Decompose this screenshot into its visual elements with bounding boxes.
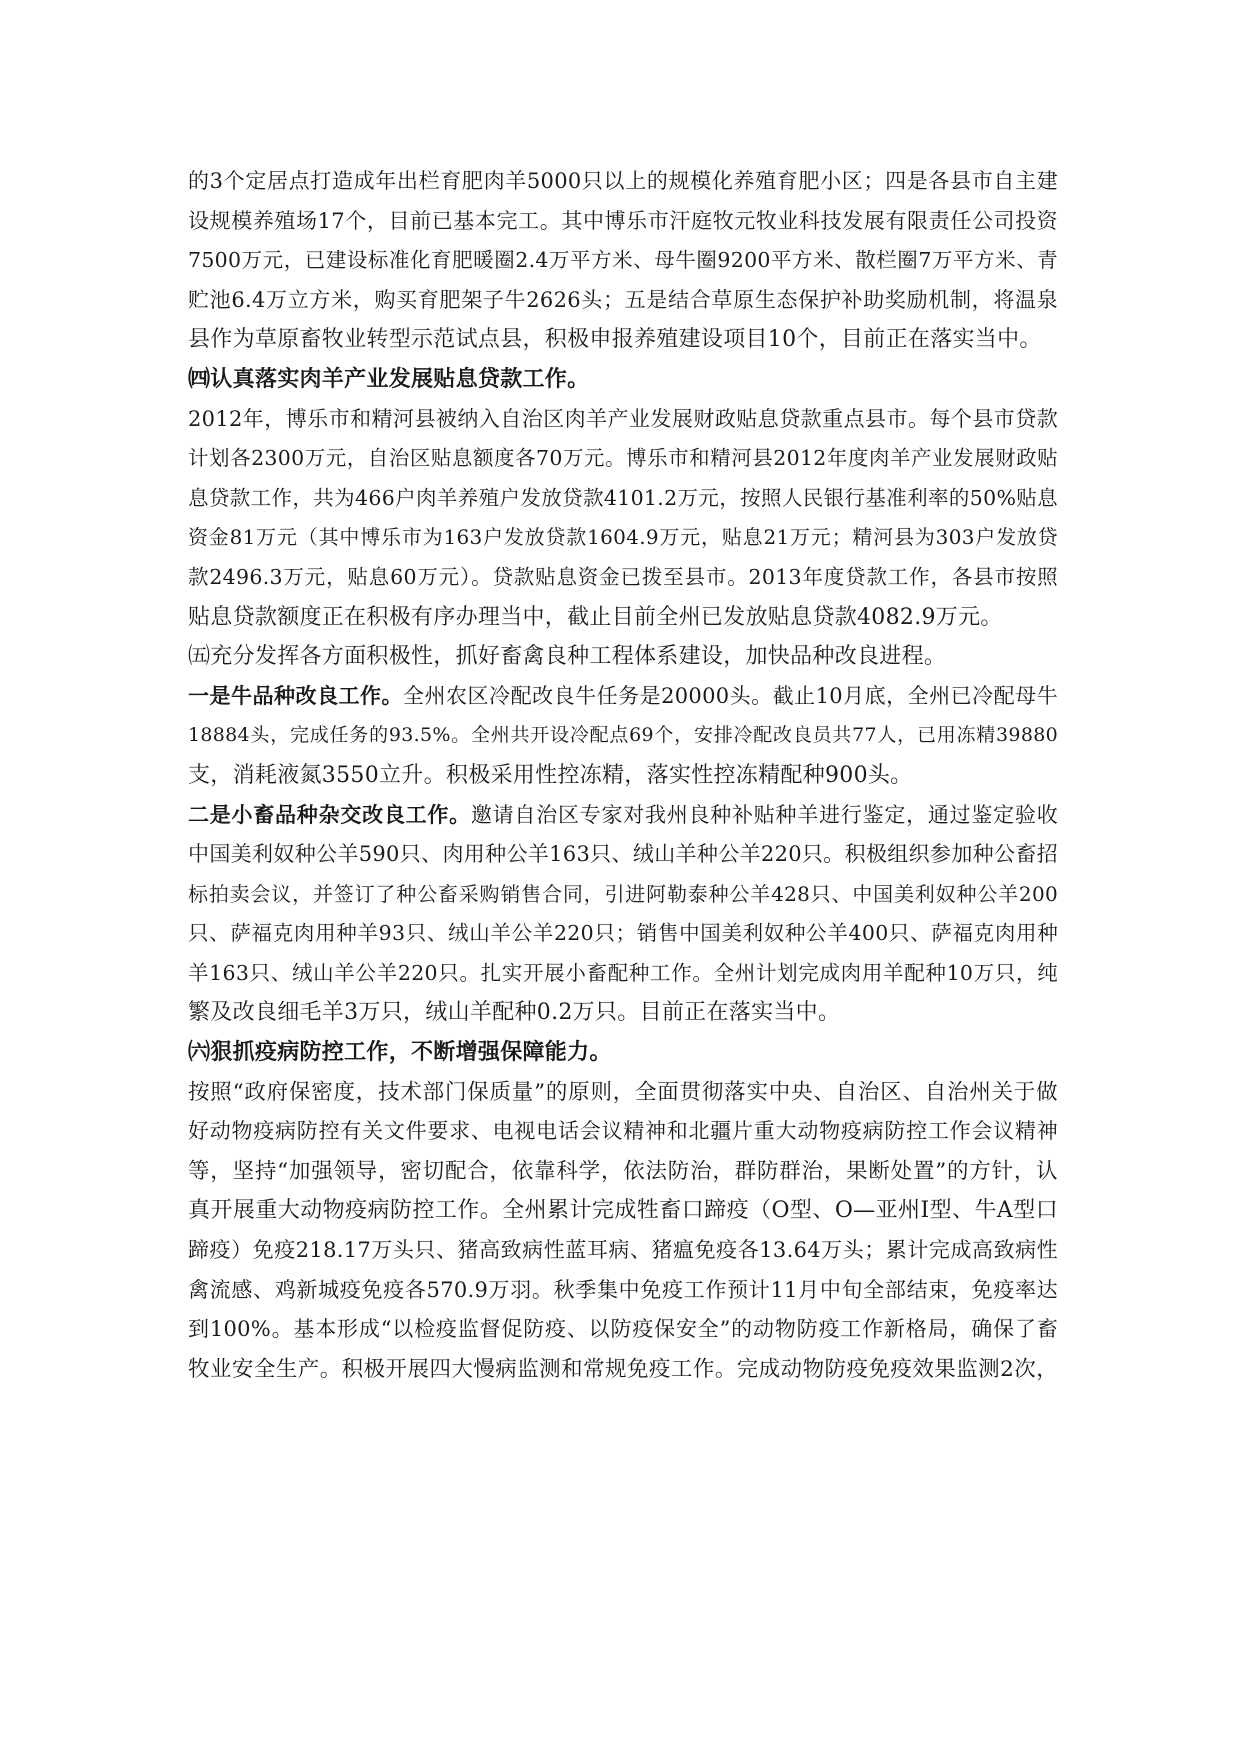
paragraph-line: 好动物疫病防控有关文件要求、电视电话会议精神和北疆片重大动物疫病防控工作会议精神 [188,1119,1058,1144]
paragraph-line: 按照“政府保密度，技术部门保质量”的原则，全面贯彻落实中央、自治区、自治州关于做 [188,1079,1058,1105]
document-body [188,162,1058,1389]
paragraph-line [188,677,1058,717]
paragraph-line: 繁及改良细毛羊3万只，绒山羊配种0.2万只。目前正在落实当中。 [188,1000,841,1026]
paragraph-line: 中国美利奴种公羊590只、肉用种公羊163只、绒山羊种公羊220只。积极组织参加种公畜招 [188,842,1058,867]
paragraph-text: 全州农区冷配改良牛任务是20000头。截止10月底，全州已冷配母牛 [403,683,1058,708]
paragraph-line: 贴息贷款额度正在积极有序办理当中，截止目前全州已发放贴息贷款4082.9万元。 [188,604,1003,630]
paragraph-line: 只、萨福克肉用种羊93只、绒山羊公羊220只；销售中国美利奴种公羊400只、萨福克肉用种 [188,921,1058,946]
paragraph-line: 7500万元，已建设标准化育肥暖圈2.4万平方米、母牛圈9200平方米、散栏圈7万平方米、青 [188,248,1058,273]
paragraph-line: 2012年，博乐市和精河县被纳入自治区肉羊产业发展财政贴息贷款重点县市。每个县市贷款 [188,406,1058,431]
paragraph-line: 资金81万元（其中博乐市为163户发放贷款1604.9万元，贴息21万元；精河县为303户发放贷 [188,525,1058,550]
paragraph-line: 到100%。基本形成“以检疫监督促防疫、以防疫保安全”的动物防疫工作新格局，确保了畜 [188,1317,1058,1342]
paragraph-line: 设规模养殖场17个，目前已基本完工。其中博乐市汗庭牧元牧业科技发展有限责任公司投资 [188,208,1058,233]
paragraph-line: 等，坚持“加强领导，密切配合，依靠科学，依法防治，群防群治，果断处置”的方针，认 [188,1158,1058,1184]
paragraph-line: 的3个定居点打造成年出栏育肥肉羊5000只以上的规模化养殖育肥小区；四是各县市自主建 [188,169,1058,193]
paragraph-lead: 一是牛品种改良工作。 [188,683,404,708]
paragraph-line: 牧业安全生产。积极开展四大慢病监测和常规免疫工作。完成动物防疫免疫效果监测2次， [188,1356,1058,1382]
section-heading: ㈥狠抓疫病防控工作，不断增强保障能力。 [188,1040,612,1066]
paragraph-line [188,796,1058,836]
paragraph-line: 标拍卖会议，并签订了种公畜采购销售合同，引进阿勒泰种公羊428只、中国美利奴种公羊200 [188,881,1058,906]
paragraph-line: 支，消耗液氮3550立升。积极采用性控冻精，落实性控冻精配种900头。 [188,762,913,788]
paragraph-line: ㈤充分发挥各方面积极性，抓好畜禽良种工程体系建设，加快品种改良进程。 [188,644,947,670]
paragraph-line: 款2496.3万元，贴息60万元）。贷款贴息资金已拨至县市。2013年度贷款工作，各县市按照 [188,564,1058,589]
section-heading: ㈣认真落实肉羊产业发展贴息贷款工作。 [188,366,590,392]
paragraph-line: 县作为草原畜牧业转型示范试点县，积极申报养殖建设项目10个，目前正在落实当中。 [188,327,1042,353]
paragraph-line: 真开展重大动物疫病防控工作。全州累计完成牲畜口蹄疫（O型、O—亚州Ⅰ型、牛A型口 [188,1198,1058,1224]
paragraph-line: 蹄疫）免疫218.17万头只、猪高致病性蓝耳病、猪瘟免疫各13.64万头；累计完成高致病性 [188,1238,1058,1263]
paragraph-lead: 二是小畜品种杂交改良工作。 [188,802,471,827]
paragraph-line: 羊163只、绒山羊公羊220只。扎实开展小畜配种工作。全州计划完成肉用羊配种10万只，纯 [188,960,1058,985]
paragraph-text: 邀请自治区专家对我州良种补贴种羊进行鉴定，通过鉴定验收 [470,802,1058,827]
paragraph-line: 计划各2300万元，自治区贴息额度各70万元。博乐市和精河县2012年度肉羊产业发展财政贴 [188,446,1058,471]
paragraph-line: 18884头，完成任务的93.5%。全州共开设冷配点69个，安排冷配改良员共77人，已用冻精39880 [188,724,1058,747]
paragraph-line: 禽流感、鸡新城疫免疫各570.9万羽。秋季集中免疫工作预计11月中旬全部结束，免疫率达 [188,1277,1058,1302]
paragraph-line: 息贷款工作，共为466户肉羊养殖户发放贷款4101.2万元，按照人民银行基准利率的50%贴息 [188,485,1058,510]
paragraph-line: 贮池6.4万立方米，购买育肥架子牛2626头；五是结合草原生态保护补助奖励机制，将温泉 [188,287,1058,312]
